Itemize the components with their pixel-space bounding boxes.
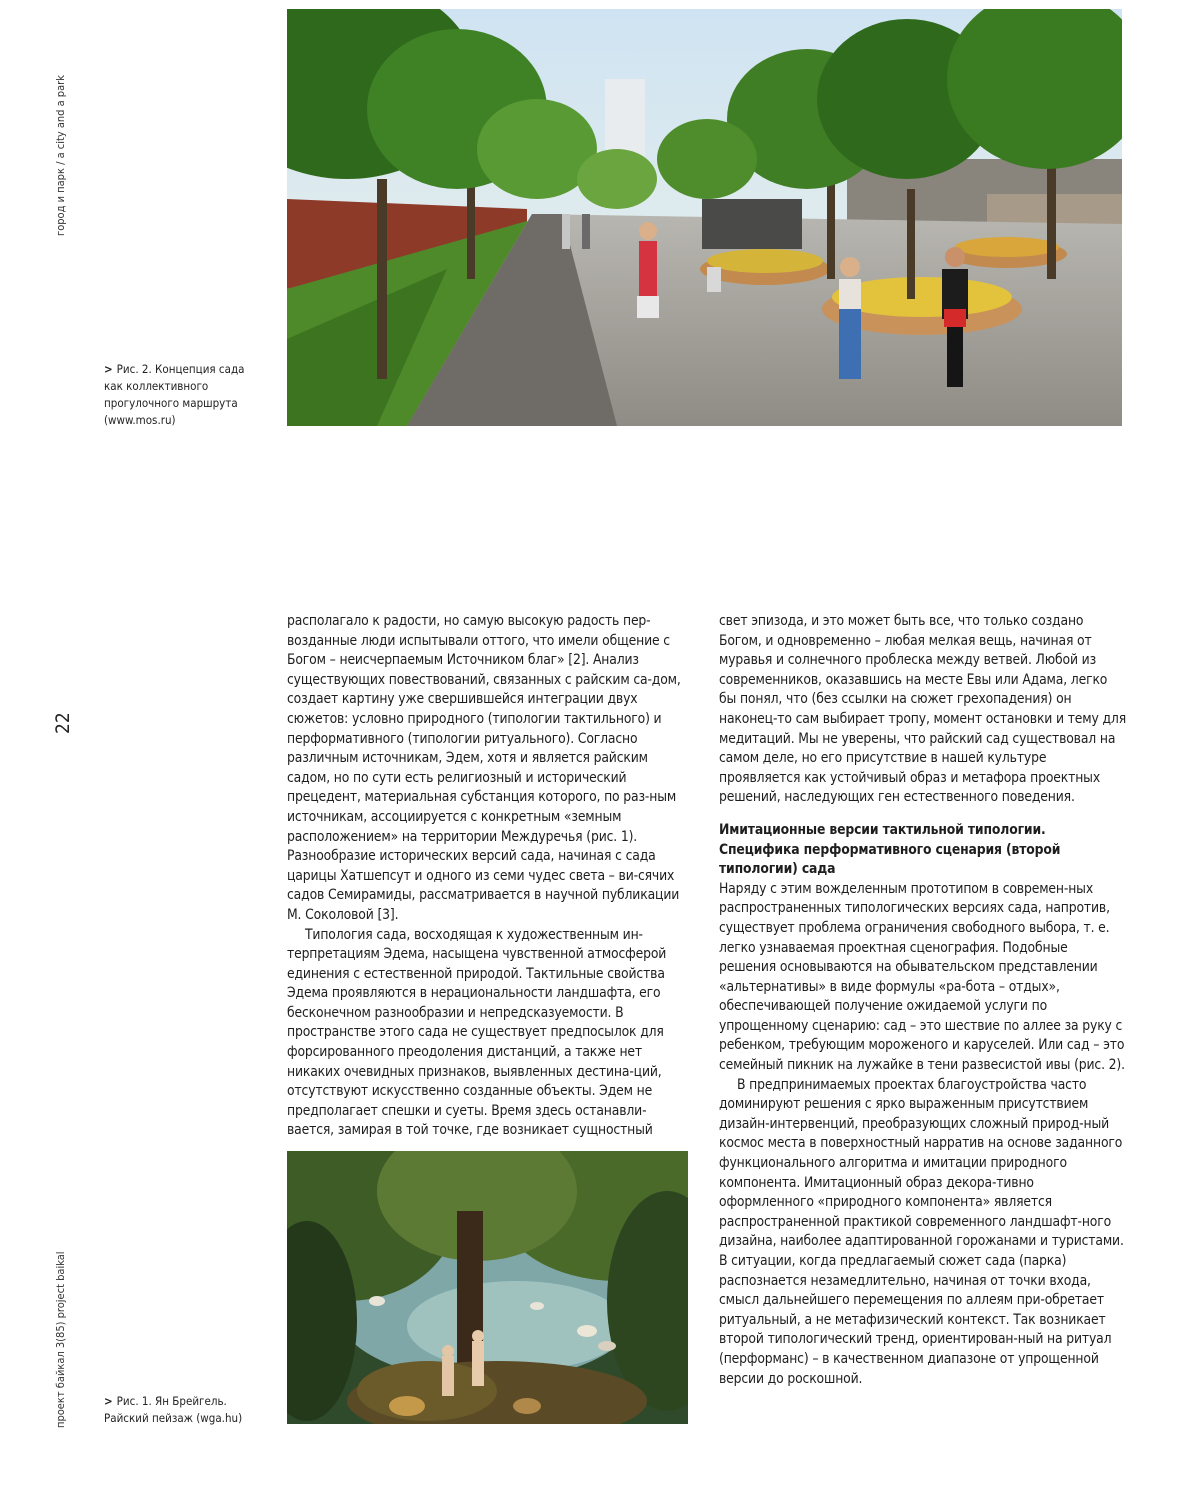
caption-marker: > bbox=[104, 362, 113, 376]
paragraph: В предпринимаемых проектах благоустройства часто доминируют решения с ярко выраженным присутствием дизайн-интервенций, преобразующих сложный природ-ный космос места в поверхностный нарратив на основе заданного функционального алгоритма и имитации природного компонента. Имитационный образ декора-тивно оформленного «природного компонента» является распространенной практикой современного ландшафт-ного дизайна, наиболее адаптированной горожанами и туристами. В ситуации, когда предлагаемый сюжет сада (парка) распознается незамедлительно, начиная от точки входа, смысл дальнейшего перемещения по аллеям при-обретает ритуальный, а не метафизический контекст. Так возникает второй типологический тренд, ориентирован-ный на ритуал (перформанс) – в качественном диапазоне от упрощенной версии до роскошной. bbox=[719, 1076, 1127, 1390]
paragraph: Наряду с этим вожделенным прототипом в современ-ных распространенных типологических версиях сада, напротив, существует проблема ограничения свободного выбора, т. е. легко узнаваемая проектная сценография. Подобные решения основываются на обывательском представлении «альтернативы» в виде формулы «ра-бота – отдых», обеспечивающей получение ожидаемой услуги по упрощенному сценарию: сад – это шествие по аллее за руку с ребенком, требующим мороженого и каруселей. Или сад – это семейный пикник на лужайке в тени развесистой ивы (рис. 2). bbox=[719, 880, 1127, 1076]
figure-2-caption-text: Рис. 2. Концепция сада как коллективного прогулочного маршрута (www.mos.ru) bbox=[104, 362, 244, 427]
figure-1-caption bbox=[104, 1393, 274, 1427]
paragraph: располагало к радости, но самую высокую радость пер-возданные люди испытывали оттого, что имели общение с Богом – неисчерпаемым Источником благ» [2]. Анализ существующих повествований, связанных с райским са-дом, создает картину уже свершившейся интеграции двух сюжетов: условно природного (типологии тактильного) и перформативного (типологии ритуального). Согласно различным источникам, Эдем, хотя и является райским садом, но по сути есть религиозный и исторический прецедент, материальная субстанция которого, по раз-ным источникам, ассоциируется с конкретным «земным расположением» на территории Междуречья (рис. 1). Разнообразие исторических версий сада, начиная с сада царицы Хатшепсут и одного из семи чудес света – ви-сячих садов Семирамиды, рассматривается в научной публикации М. Соколовой [3]. bbox=[287, 612, 693, 926]
park-render-illustration bbox=[287, 9, 1122, 426]
figure-bruegel-painting bbox=[287, 1151, 688, 1424]
journal-footer: проект байкал 3(85) project baikal bbox=[54, 1251, 67, 1428]
text-column-left bbox=[287, 612, 693, 1141]
text-column-right bbox=[719, 612, 1127, 1389]
paradise-landscape-painting bbox=[287, 1151, 688, 1424]
figure-2-caption bbox=[104, 361, 254, 429]
running-header: город и парк / a city and a park bbox=[54, 75, 67, 236]
section-heading: Имитационные версии тактильной типологии. Специфика перформативного сценария (второй типологии) сада bbox=[719, 821, 1127, 880]
figure-1-caption-text: Рис. 1. Ян Брейгель. Райский пейзаж (wga.hu) bbox=[104, 1394, 242, 1425]
caption-marker: > bbox=[104, 1394, 113, 1408]
paragraph: свет эпизода, и это может быть все, что только создано Богом, и одновременно – любая мелкая вещь, начиная от муравья и солнечного проблеска между ветвей. Любой из современников, оказавшись на месте Евы или Адама, легко бы понял, что (без ссылки на сюжет грехопадения) он наконец-то сам выбирает тропу, момент остановки и тему для медитаций. Мы не уверены, что райский сад существовал на самом деле, но его присутствие в нашей культуре проявляется как устойчивый образ и метафора проектных решений, наследующих ген естественного поведения. bbox=[719, 612, 1127, 808]
figure-park-render bbox=[287, 9, 1122, 426]
paragraph: Типология сада, восходящая к художественным ин-терпретациям Эдема, насыщена чувственной атмосферой единения с естественной природой. Тактильные свойства Эдема проявляются в нерациональности ландшафта, его бесконечном разнообразии и непредсказуемости. В пространстве этого сада не существует предпосылок для форсированного преодоления дистанций, а также нет никаких очевидных признаков, выявленных дестина-ций, отсутствуют искусственно созданные объекты. Эдем не предполагает спешки и суеты. Время здесь останавли-вается, замирая в той точке, где возникает сущностный bbox=[287, 926, 693, 1142]
page-number: 22 bbox=[52, 712, 74, 734]
